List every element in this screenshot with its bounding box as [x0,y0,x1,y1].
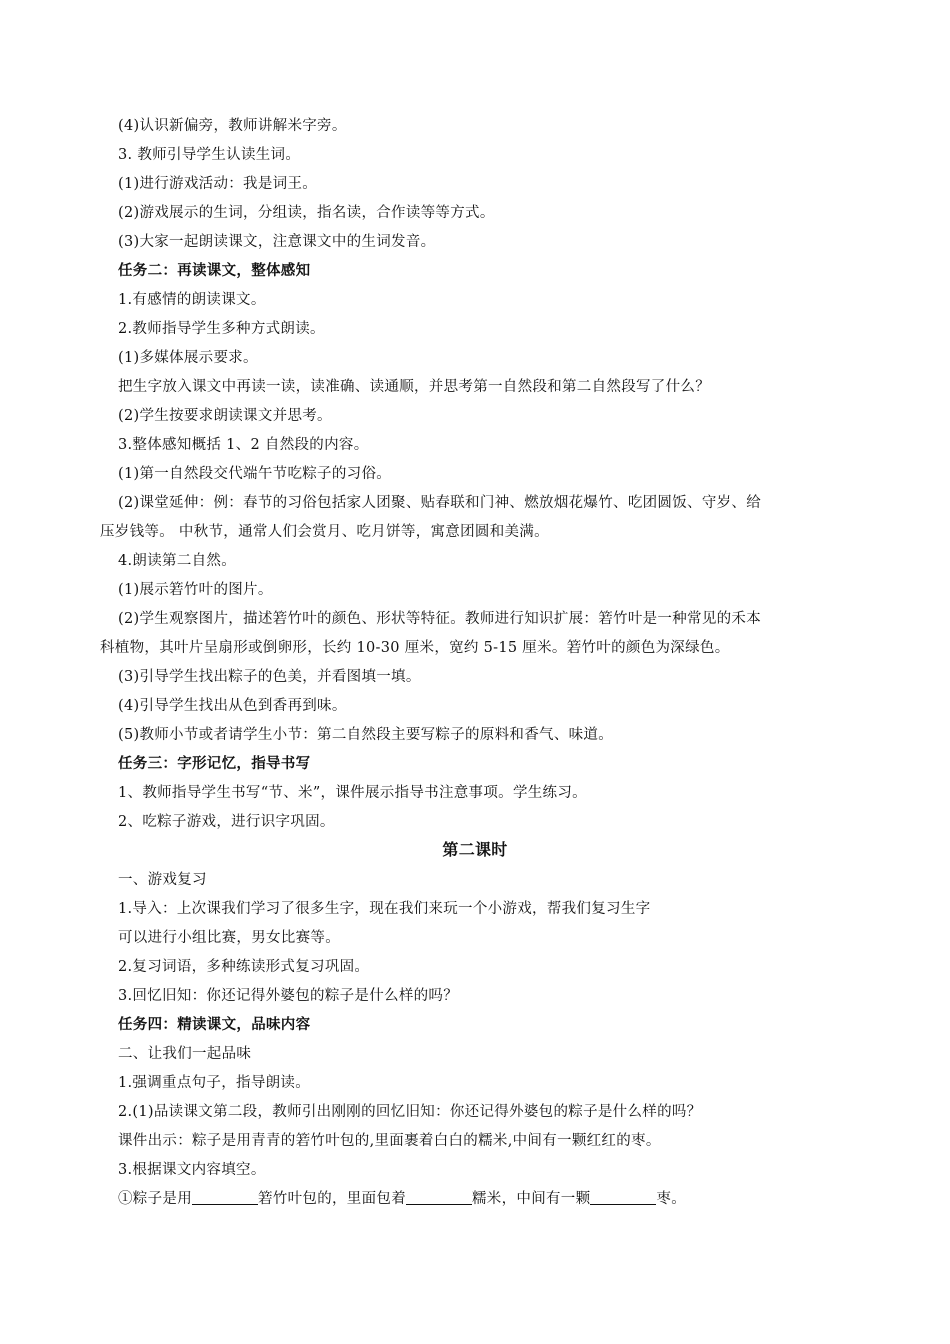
text-line: 一、游戏复习 [118,872,207,888]
fill-in-line [118,1189,860,1209]
text-line: (1)展示箬竹叶的图片。 [118,582,273,598]
text-line: 4.朗读第二自然。 [118,553,237,569]
fill-blank [406,1190,472,1205]
text-line: (3)引导学生找出粽子的色美，并看图填一填。 [118,669,421,685]
text-line: (2)学生按要求朗读课文并思考。 [118,408,332,424]
text-line: 压岁钱等。 中秋节，通常人们会赏月、吃月饼等，寓意团圆和美满。 [100,524,549,540]
text-line: (3)大家一起朗读课文，注意课文中的生词发音。 [118,234,436,250]
text-line: 2、吃粽子游戏，进行识字巩固。 [118,814,335,830]
fill-blank [192,1190,258,1205]
text-line: 把生字放入课文中再读一读，读准确、读通顺，并思考第一自然段和第二自然段写了什么？ [118,379,710,395]
fill-blank [590,1190,656,1205]
text-line: (2)课堂延伸：例：春节的习俗包括家人团聚、贴春联和门神、燃放烟花爆竹、吃团圆饭、守岁、给 [118,495,762,511]
text-line: 3. 教师引导学生认读生词。 [118,147,301,163]
text-line: 二、让我们一起品味 [118,1046,252,1062]
text-line: 3.回忆旧知：你还记得外婆包的粽子是什么样的吗？ [118,988,459,1004]
text-line: 课件出示：粽子是用青青的箬竹叶包的,里面裹着白白的糯米,中间有一颗红红的枣。 [118,1133,661,1149]
text-line: 1.强调重点句子，指导朗读。 [118,1075,311,1091]
text-line: 可以进行小组比赛，男女比赛等。 [118,930,340,946]
fill-text: 箬竹叶包的，里面包着 [258,1191,406,1207]
section-heading: 任务二：再读课文，整体感知 [118,263,311,279]
lesson-title: 第二课时 [442,840,508,859]
text-line: (4)引导学生找出从色到香再到味。 [118,698,347,714]
text-line: (1)第一自然段交代端午节吃粽子的习俗。 [118,466,392,482]
text-line: 科植物，其叶片呈扇形或倒卵形，长约 10-30 厘米，宽约 5-15 厘米。箬竹叶的颜色为深绿色。 [100,640,730,656]
text-line: (2)游戏展示的生词，分组读，指名读，合作读等等方式。 [118,205,495,221]
text-line: 2.复习词语，多种练读形式复习巩固。 [118,959,370,975]
text-line: (2)学生观察图片，描述箬竹叶的颜色、形状等特征。教师进行知识扩展：箬竹叶是一种常见的禾本 [118,611,762,627]
text-line: (1)多媒体展示要求。 [118,350,258,366]
text-line: 1、教师指导学生书写“节、米”，课件展示指导书注意事项。学生练习。 [118,785,587,801]
text-line: 2.教师指导学生多种方式朗读。 [118,321,325,337]
text-line: 1.导入：上次课我们学习了很多生字，现在我们来玩一个小游戏，帮我们复习生字 [118,901,651,917]
text-line: 1.有感情的朗读课文。 [118,292,266,308]
fill-text: 糯米，中间有一颗 [472,1191,591,1207]
fill-text: 枣。 [656,1191,687,1207]
text-line: 3.根据课文内容填空。 [118,1162,266,1178]
text-line: (4)认识新偏旁，教师讲解米字旁。 [118,118,347,134]
section-heading: 任务四：精读课文，品味内容 [118,1017,311,1033]
text-line: 3.整体感知概括 1、2 自然段的内容。 [118,437,369,453]
text-line: 2.(1)品读课文第二段，教师引出刚刚的回忆旧知：你还记得外婆包的粽子是什么样的吗？ [118,1104,702,1120]
text-line: (5)教师小节或者请学生小节：第二自然段主要写粽子的原料和香气、味道。 [118,727,614,743]
fill-text: ①粽子是用 [118,1191,192,1207]
section-heading: 任务三：字形记忆，指导书写 [118,756,311,772]
text-line: (1)进行游戏活动：我是词王。 [118,176,318,192]
